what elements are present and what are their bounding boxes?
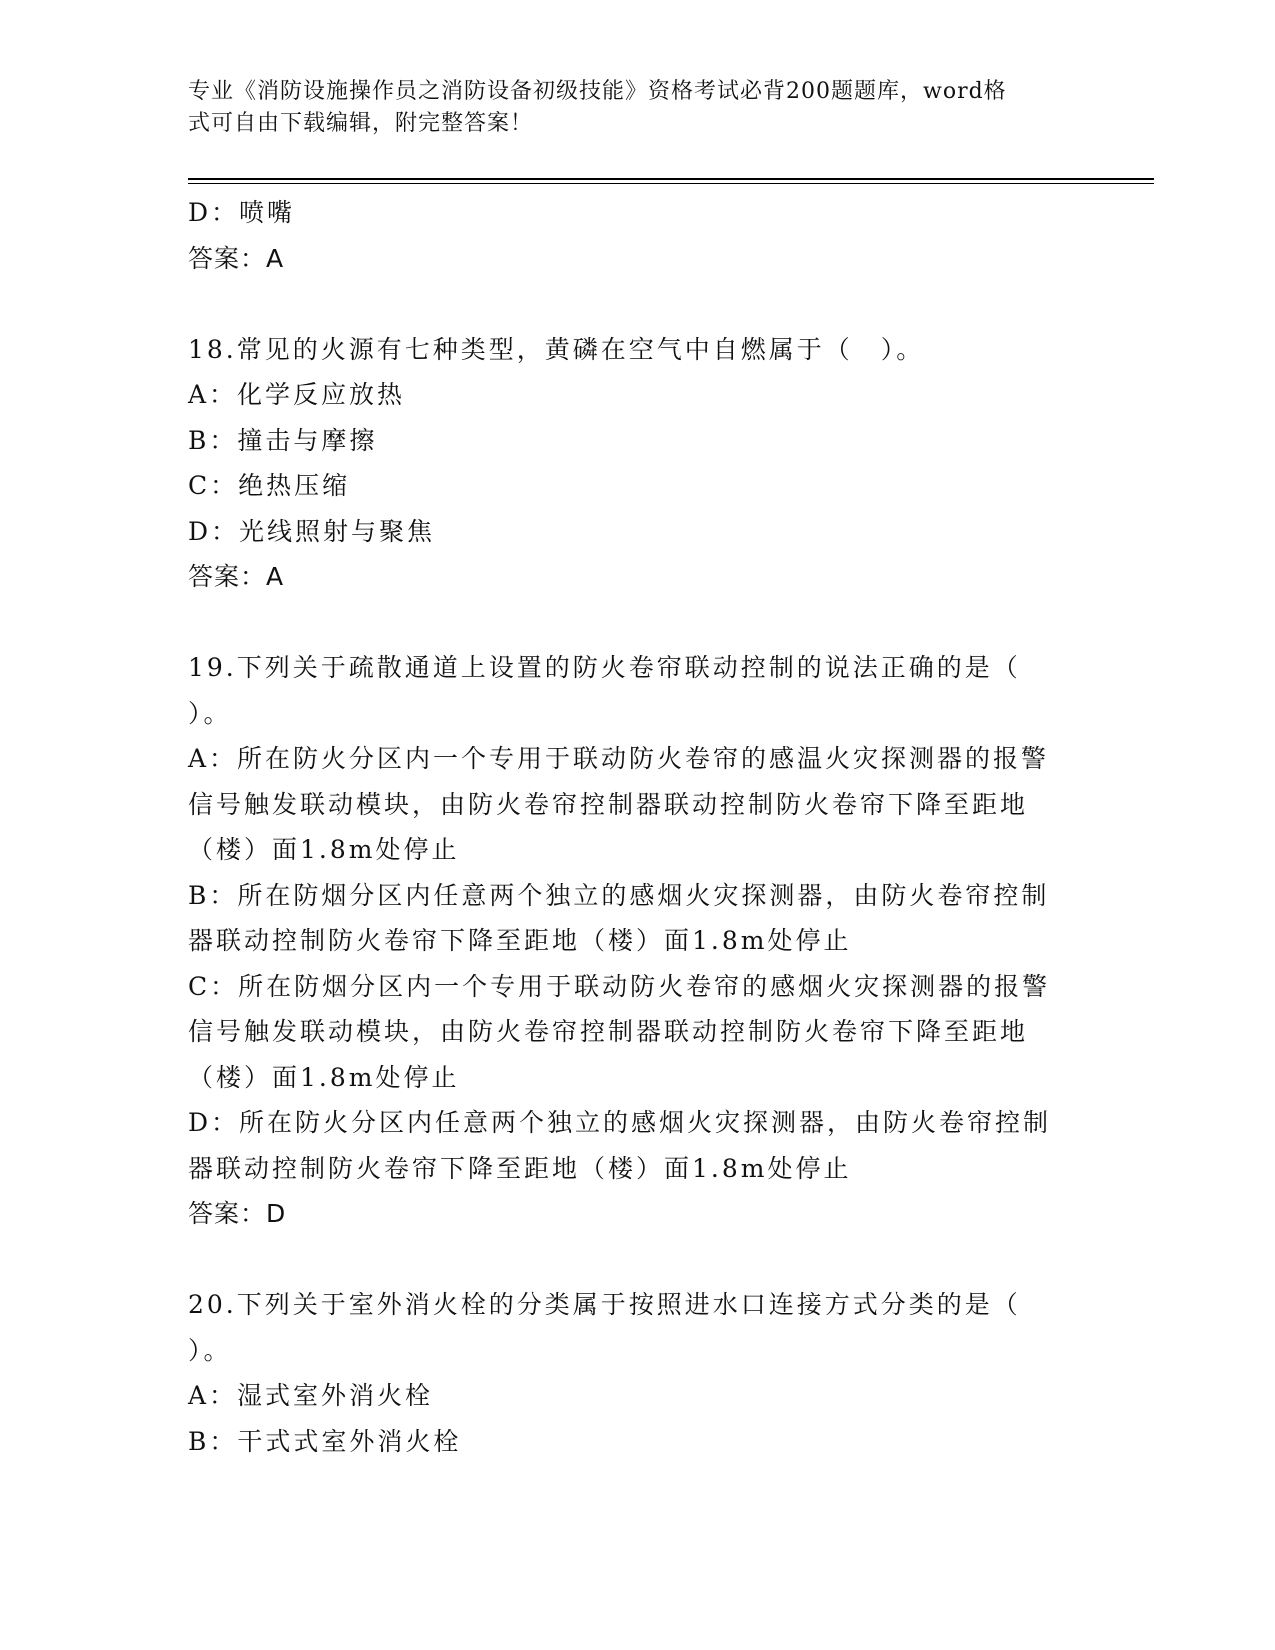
question-line: C：所在防烟分区内一个专用于联动防火卷帘的感烟火灾探测器的报警 [188,971,1051,1001]
document-header [188,76,1068,140]
question-spacer [188,281,1088,327]
question-line: A：所在防火分区内一个专用于联动防火卷帘的感温火灾探测器的报警 [188,744,1050,773]
answer-line: 答案：A [188,243,285,273]
question-spacer [188,600,1088,646]
answer-line: 答案：D [188,1199,287,1228]
question-line: 20.下列关于室外消火栓的分类属于按照进水口连接方式分类的是（ [188,1290,1021,1319]
question-line: 18.常见的火源有七种类型，黄磷在空气中自燃属于（ ）。 [188,334,925,364]
question-line: 器联动控制防火卷帘下降至距地（楼）面1.8m处停止 [188,926,852,955]
question-spacer [188,1237,1088,1283]
question-line: B：撞击与摩擦 [188,425,378,455]
question-line: （楼）面1.8m处停止 [188,835,460,864]
question-content [188,190,1088,1464]
question-line: ）。 [188,698,232,728]
header-line-2: 式可自由下载编辑，附完整答案！ [188,111,534,136]
question-line: （楼）面1.8m处停止 [188,1062,460,1092]
question-line: D：光线照射与聚焦 [188,516,436,546]
question-line: B：所在防烟分区内任意两个独立的感烟火灾探测器，由防火卷帘控制 [188,880,1050,910]
header-line-1: 专业《消防设施操作员之消防设备初级技能》资格考试必背200题题库，word格 [188,79,1007,104]
question-line: A：化学反应放热 [188,380,406,409]
question-line: B：干式式室外消火栓 [188,1426,462,1456]
question-line: D：喷嘴 [188,198,296,227]
header-rule-thick [188,178,1154,180]
header-rule-thin [188,183,1154,184]
answer-line: 答案：A [188,562,285,591]
question-line: 信号触发联动模块，由防火卷帘控制器联动控制防火卷帘下降至距地 [188,1017,1029,1046]
question-line: C：绝热压缩 [188,471,351,500]
question-line: ）。 [188,1335,232,1365]
question-line: 器联动控制防火卷帘下降至距地（楼）面1.8m处停止 [188,1153,852,1183]
question-line: A：湿式室外消火栓 [188,1381,434,1410]
question-line: 19.下列关于疏散通道上设置的防火卷帘联动控制的说法正确的是（ [188,653,1021,682]
question-line: 信号触发联动模块，由防火卷帘控制器联动控制防火卷帘下降至距地 [188,789,1029,819]
question-line: D：所在防火分区内任意两个独立的感烟火灾探测器，由防火卷帘控制 [188,1108,1052,1137]
